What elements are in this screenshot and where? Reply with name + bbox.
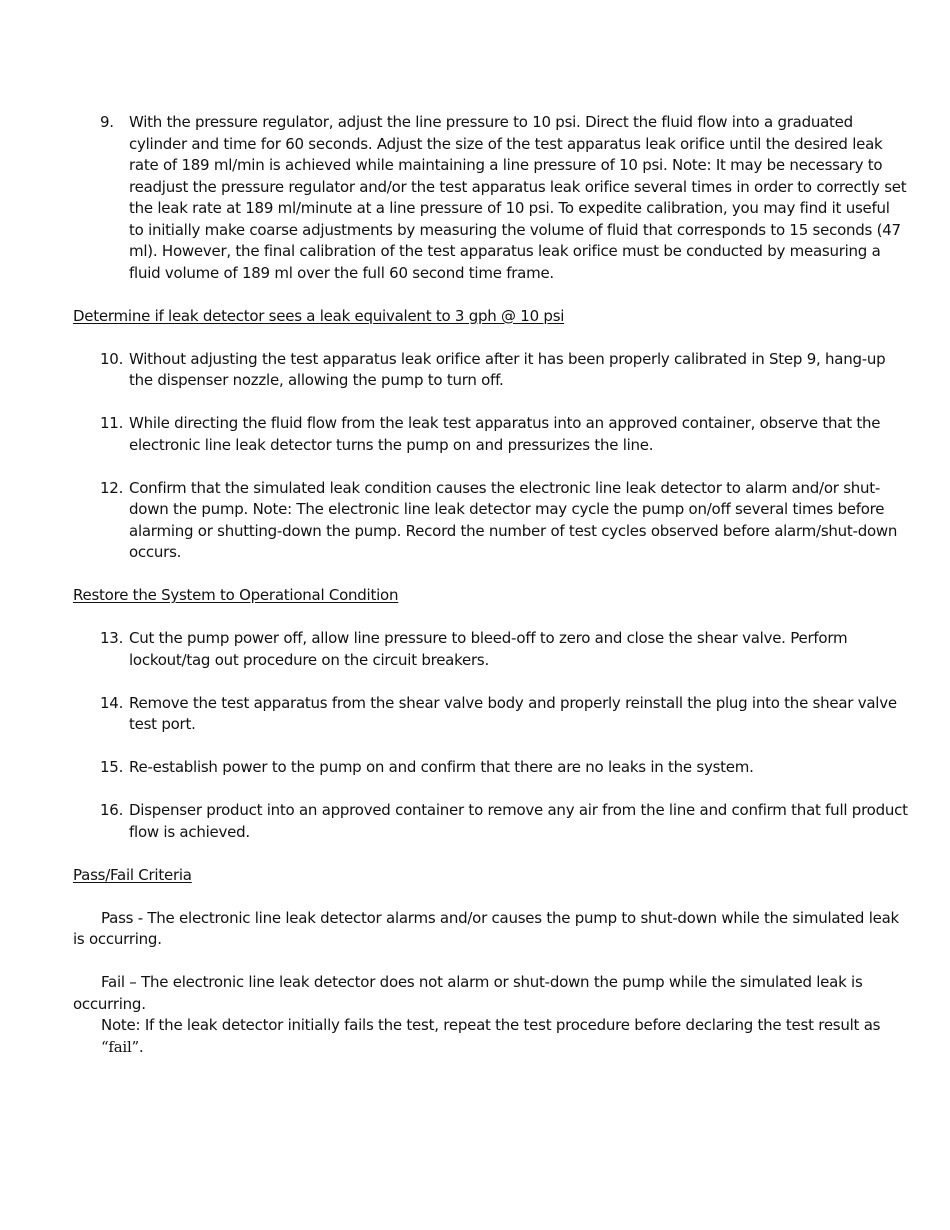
pass-criterion: Pass - The electronic line leak detector alarms and/or causes the pump to shut-down while the simulated leak is occurring. [73, 908, 899, 948]
step-11 [73, 413, 908, 456]
step-number: 16. [100, 801, 124, 819]
step-number: 11. [100, 414, 124, 432]
step-text: Cut the pump power off, allow line pressure to bleed-off to zero and close the shear valve. Perform lockout/tag out procedure on the circuit breakers. [129, 629, 848, 669]
step-text: Remove the test apparatus from the shear valve body and properly reinstall the plug into the shear valve test port. [129, 693, 897, 733]
step-text: Re-establish power to the pump on and confirm that there are no leaks in the system. [129, 758, 754, 776]
step-13 [73, 628, 908, 671]
section-heading-leak-detection: Determine if leak detector sees a leak equivalent to 3 gph @ 10 psi [73, 306, 565, 325]
step-number: 14. [100, 693, 124, 712]
step-text: Dispenser product into an approved container to remove any air from the line and confirm that full product flow is achieved. [129, 801, 908, 841]
step-text: With the pressure regulator, adjust the line pressure to 10 psi. Direct the fluid flow into a graduated cylinder and time for 60 seconds. Adjust the size of the test apparatus leak orifice until the desired leak rate of 189 ml/min is achieved while maintaining a line pressure of 10 psi. Note: It may be necessary to readjust the pressure regulator and/or the test apparatus leak orifice several times in order to correctly set the leak rate at 189 ml/minute at a line pressure of 10 psi. To expedite calibration, you may find it useful to initially make coarse adjustments by measuring the volume of fluid that corresponds to 15 seconds (47 ml). However, the final calibration of the test apparatus leak orifice must be conducted by measuring a fluid volume of 189 ml over the full 60 second time frame. [129, 113, 907, 282]
step-15 [73, 757, 908, 779]
step-text: While directing the fluid flow from the leak test apparatus into an approved container, observe that the electronic line leak detector turns the pump on and pressurizes the line. [129, 414, 881, 454]
step-12 [73, 478, 908, 564]
section-heading-restore-system: Restore the System to Operational Condition [73, 586, 399, 604]
step-16 [73, 800, 908, 843]
step-number: 10. [100, 349, 124, 368]
document-page [73, 112, 908, 1058]
retest-note-quote: “fail”. [101, 1037, 144, 1056]
step-10 [73, 349, 908, 392]
step-14 [73, 693, 908, 736]
step-9 [73, 112, 908, 284]
step-text: Without adjusting the test apparatus leak orifice after it has been properly calibrated in Step 9, hang-up the dispenser nozzle, allowing the pump to turn off. [129, 349, 886, 389]
step-number: 12. [100, 478, 124, 497]
retest-note-text: Note: If the leak detector initially fails the test, repeat the test procedure before declaring the test result as [101, 1016, 881, 1034]
step-number: 15. [100, 758, 124, 776]
fail-criterion: Fail – The electronic line leak detector does not alarm or shut-down the pump while the simulated leak is occurring. [73, 973, 863, 1013]
retest-note [73, 1015, 908, 1058]
section-heading-pass-fail: Pass/Fail Criteria [73, 865, 192, 884]
step-text: Confirm that the simulated leak condition causes the electronic line leak detector to alarm and/or shut-down the pump. Note: The electronic line leak detector may cycle the pump on/off several times before alarming or shutting-down the pump. Record the number of test cycles observed before alarm/shut-down occurs. [129, 478, 898, 561]
step-number: 13. [100, 629, 124, 647]
step-number: 9. [100, 113, 114, 131]
